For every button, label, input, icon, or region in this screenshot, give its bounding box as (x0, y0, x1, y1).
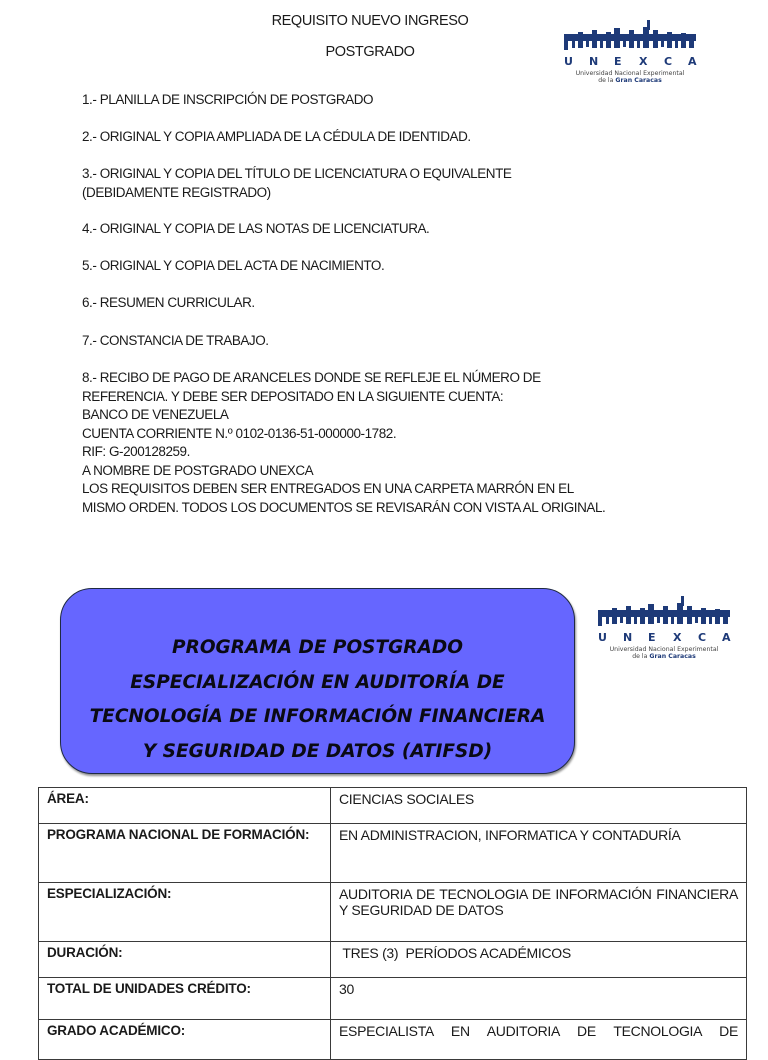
svg-text:Universidad Nacional Experimen: Universidad Nacional Experimental (609, 646, 719, 653)
program-title-line: PROGRAMA DE POSTGRADO (172, 637, 463, 658)
requirement-item-6 (82, 294, 255, 313)
row-label: DURACIÓN: (39, 942, 331, 978)
svg-text:E: E (648, 631, 656, 644)
table-row (39, 942, 747, 978)
account-holder: A NOMBRE DE POSTGRADO UNEXCA (82, 462, 314, 478)
requirement-text: 5.- ORIGINAL Y COPIA DEL ACTA DE NACIMIENTO. (82, 258, 385, 273)
svg-text:U: U (598, 631, 607, 644)
table-row (39, 824, 747, 883)
row-label: ÁREA: (39, 788, 331, 824)
requirement-item-8 (82, 369, 605, 517)
requirement-text: 3.- ORIGINAL Y COPIA DEL TÍTULO DE LICENCIATURA O EQUIVALENTE (82, 166, 512, 181)
svg-text:A: A (722, 631, 731, 644)
requirement-item-3 (82, 165, 511, 202)
program-info-table (38, 787, 747, 1060)
row-label: TOTAL DE UNIDADES CRÉDITO: (39, 978, 331, 1020)
row-value: ESPECIALISTA EN AUDITORIA DE TECNOLOGIA DE (331, 1020, 747, 1060)
unexca-logo (594, 594, 734, 662)
requirement-text: (DEBIDAMENTE REGISTRADO) (82, 184, 271, 200)
skyline-icon (594, 594, 734, 662)
account-number: CUENTA CORRIENTE N.º 0102-0136-51-000000-1782. (82, 425, 397, 441)
requirement-item-4 (82, 220, 429, 239)
unexca-logo (560, 18, 700, 86)
svg-text:N: N (589, 55, 599, 68)
svg-text:de la Gran Caracas: de la Gran Caracas (598, 77, 662, 84)
table-row (39, 978, 747, 1020)
table-row (39, 1020, 747, 1060)
requirement-text: 7.- CONSTANCIA DE TRABAJO. (82, 333, 269, 348)
svg-text:U: U (564, 55, 573, 68)
requirement-text: 2.- ORIGINAL Y COPIA AMPLIADA DE LA CÉDULA DE IDENTIDAD. (82, 129, 471, 144)
row-value: 30 (331, 978, 747, 1020)
page-subtitle: POSTGRADO (325, 44, 415, 60)
svg-text:Universidad Nacional Experimen: Universidad Nacional Experimental (575, 70, 685, 77)
delivery-note: LOS REQUISITOS DEBEN SER ENTREGADOS EN UNA CARPETA MARRÓN EN EL (82, 481, 574, 496)
page-title: REQUISITO NUEVO INGRESO (271, 13, 469, 29)
program-title-box (60, 588, 575, 774)
svg-text:A: A (688, 55, 697, 68)
requirement-item-1 (82, 91, 373, 110)
svg-text:C: C (664, 55, 673, 68)
requirement-item-5 (82, 257, 384, 276)
requirement-text: REFERENCIA. Y DEBE SER DEPOSITADO EN LA SIGUIENTE CUENTA: (82, 388, 504, 404)
row-value: CIENCIAS SOCIALES (331, 788, 747, 824)
bank-name: BANCO DE VENEZUELA (82, 407, 229, 422)
requirement-text: 1.- PLANILLA DE INSCRIPCIÓN DE POSTGRADO (82, 92, 374, 107)
rif-number: RIF: G-200128259. (82, 444, 190, 459)
program-title-line: ESPECIALIZACIÓN EN AUDITORÍA DE (130, 671, 505, 693)
program-title-line: Y SEGURIDAD DE DATOS (ATIFSD) (142, 740, 493, 762)
requirement-text: 6.- RESUMEN CURRICULAR. (82, 295, 255, 310)
delivery-note: MISMO ORDEN. TODOS LOS DOCUMENTOS SE REVISARÁN CON VISTA AL ORIGINAL. (82, 499, 606, 515)
requirement-text: 4.- ORIGINAL Y COPIA DE LAS NOTAS DE LICENCIATURA. (82, 221, 430, 236)
svg-text:N: N (623, 631, 633, 644)
svg-text:de la Gran Caracas: de la Gran Caracas (632, 653, 696, 660)
table-row (39, 788, 747, 824)
table-row (39, 883, 747, 942)
svg-text:X: X (673, 631, 682, 644)
row-label: PROGRAMA NACIONAL DE FORMACIÓN: (39, 824, 331, 883)
svg-text:C: C (698, 631, 707, 644)
row-label: GRADO ACADÉMICO: (39, 1020, 331, 1060)
row-value: TRES (3) PERÍODOS ACADÉMICOS (331, 942, 747, 978)
requirement-item-7 (82, 332, 269, 351)
row-value: EN ADMINISTRACION, INFORMATICA Y CONTADURÍA (331, 824, 747, 883)
skyline-icon (560, 18, 700, 86)
svg-text:X: X (639, 55, 648, 68)
row-value: AUDITORIA DE TECNOLOGIA DE INFORMACIÓN FINANCIERA Y SEGURIDAD DE DATOS (331, 883, 747, 942)
requirement-item-2 (82, 128, 471, 147)
row-label: ESPECIALIZACIÓN: (39, 883, 331, 942)
svg-text:E: E (614, 55, 622, 68)
program-title-line: TECNOLOGÍA DE INFORMACIÓN FINANCIERA (89, 706, 546, 727)
requirement-text: 8.- RECIBO DE PAGO DE ARANCELES DONDE SE REFLEJE EL NÚMERO DE (82, 370, 541, 385)
